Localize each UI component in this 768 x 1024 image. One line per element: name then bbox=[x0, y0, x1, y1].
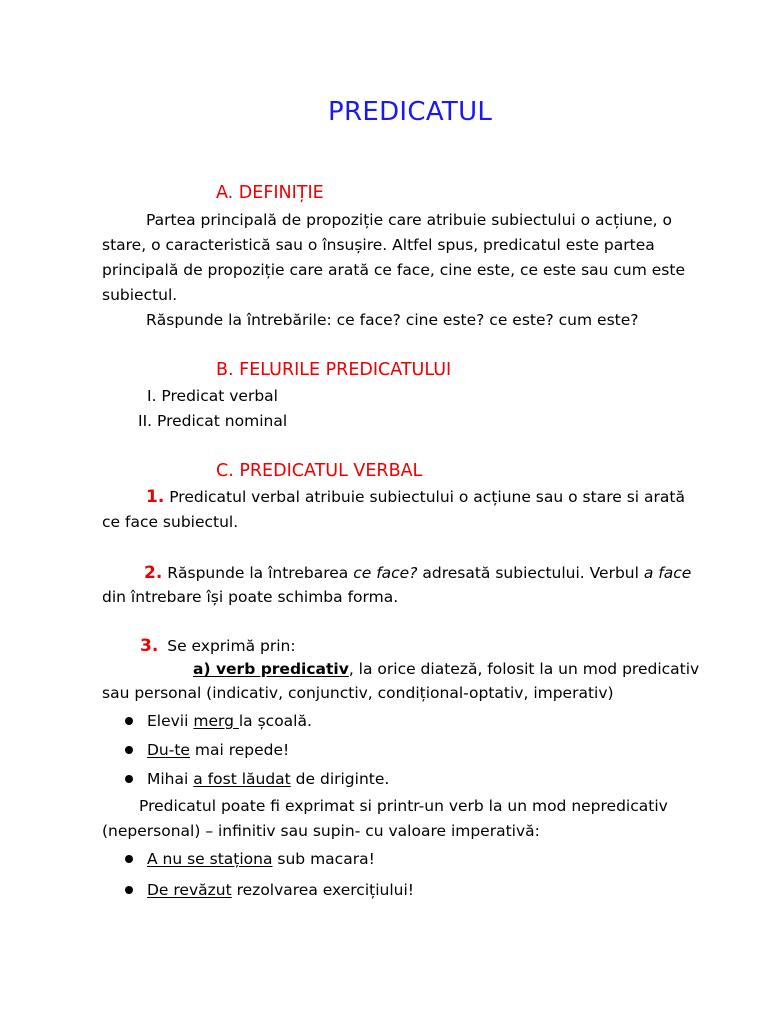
example-item bbox=[147, 881, 414, 899]
point-number: 3. bbox=[140, 636, 159, 656]
point-text: adresată subiectului. Verbul bbox=[417, 564, 644, 582]
point-3 bbox=[140, 636, 296, 656]
example-item bbox=[147, 741, 289, 759]
bullet-icon bbox=[125, 746, 133, 754]
bullet-icon bbox=[125, 717, 133, 725]
example-predicate: A nu se staționa bbox=[147, 850, 273, 868]
example-item bbox=[147, 712, 312, 730]
subpoint-a bbox=[193, 660, 699, 678]
example-predicate: merg bbox=[193, 712, 239, 730]
subpoint-a-continuation: sau personal (indicativ, conjunctiv, condițional-optativ, imperativ) bbox=[102, 684, 614, 702]
point-1-continuation: ce face subiectul. bbox=[102, 513, 239, 531]
note-line: (nepersonal) – infinitiv sau supin- cu valoare imperativă: bbox=[102, 822, 540, 840]
questions-line: Răspunde la întrebările: ce face? cine este? ce este? cum este? bbox=[146, 311, 639, 329]
example-text: rezolvarea exercițiului! bbox=[231, 881, 414, 899]
example-text: Elevii bbox=[147, 712, 194, 730]
example-text: sub macara! bbox=[272, 850, 375, 868]
note-line: Predicatul poate fi exprimat si printr-un verb la un mod nepredicativ bbox=[139, 797, 668, 815]
section-b-heading: B. FELURILE PREDICATULUI bbox=[216, 360, 452, 380]
verb-text: a face bbox=[643, 564, 692, 582]
example-predicate: a fost lăudat bbox=[193, 770, 291, 788]
subpoint-text: , la orice diateză, folosit la un mod predicativ bbox=[348, 660, 700, 678]
type-item: II. Predicat nominal bbox=[138, 412, 288, 430]
example-predicate: Du-te bbox=[147, 741, 190, 759]
example-predicate: De revăzut bbox=[147, 881, 232, 899]
example-item bbox=[147, 850, 375, 868]
definition-line: principală de propoziție care arată ce face, cine este, ce este sau cum este bbox=[102, 261, 685, 279]
example-text: Mihai bbox=[147, 770, 194, 788]
point-number: 2. bbox=[144, 563, 163, 583]
section-c-heading: C. PREDICATUL VERBAL bbox=[216, 461, 423, 481]
subpoint-label: a) verb predicativ bbox=[193, 660, 349, 678]
definition-line: subiectul. bbox=[102, 286, 178, 304]
section-a-heading: A. DEFINIȚIE bbox=[216, 183, 324, 203]
bullet-icon bbox=[125, 886, 133, 894]
page-title: PREDICATUL bbox=[328, 97, 493, 127]
example-text: de diriginte. bbox=[290, 770, 390, 788]
definition-line: stare, o caracteristică sau o însușire. Altfel spus, predicatul este partea bbox=[102, 236, 655, 254]
question-text: ce face? bbox=[353, 564, 418, 582]
point-text: Se exprimă prin: bbox=[167, 637, 296, 655]
point-2-continuation: din întrebare își poate schimba forma. bbox=[102, 588, 399, 606]
point-1 bbox=[146, 487, 685, 507]
point-text: Răspunde la întrebarea bbox=[167, 564, 354, 582]
bullet-icon bbox=[125, 775, 133, 783]
example-item bbox=[147, 770, 389, 788]
point-number: 1. bbox=[146, 487, 165, 507]
point-text: Predicatul verbal atribuie subiectului o acțiune sau o stare si arată bbox=[169, 488, 685, 506]
example-text: mai repede! bbox=[189, 741, 290, 759]
example-text: la școală. bbox=[238, 712, 312, 730]
point-2 bbox=[144, 563, 691, 583]
definition-line: Partea principală de propoziție care atribuie subiectului o acțiune, o bbox=[146, 211, 672, 229]
bullet-icon bbox=[125, 855, 133, 863]
type-item: I. Predicat verbal bbox=[147, 387, 278, 405]
